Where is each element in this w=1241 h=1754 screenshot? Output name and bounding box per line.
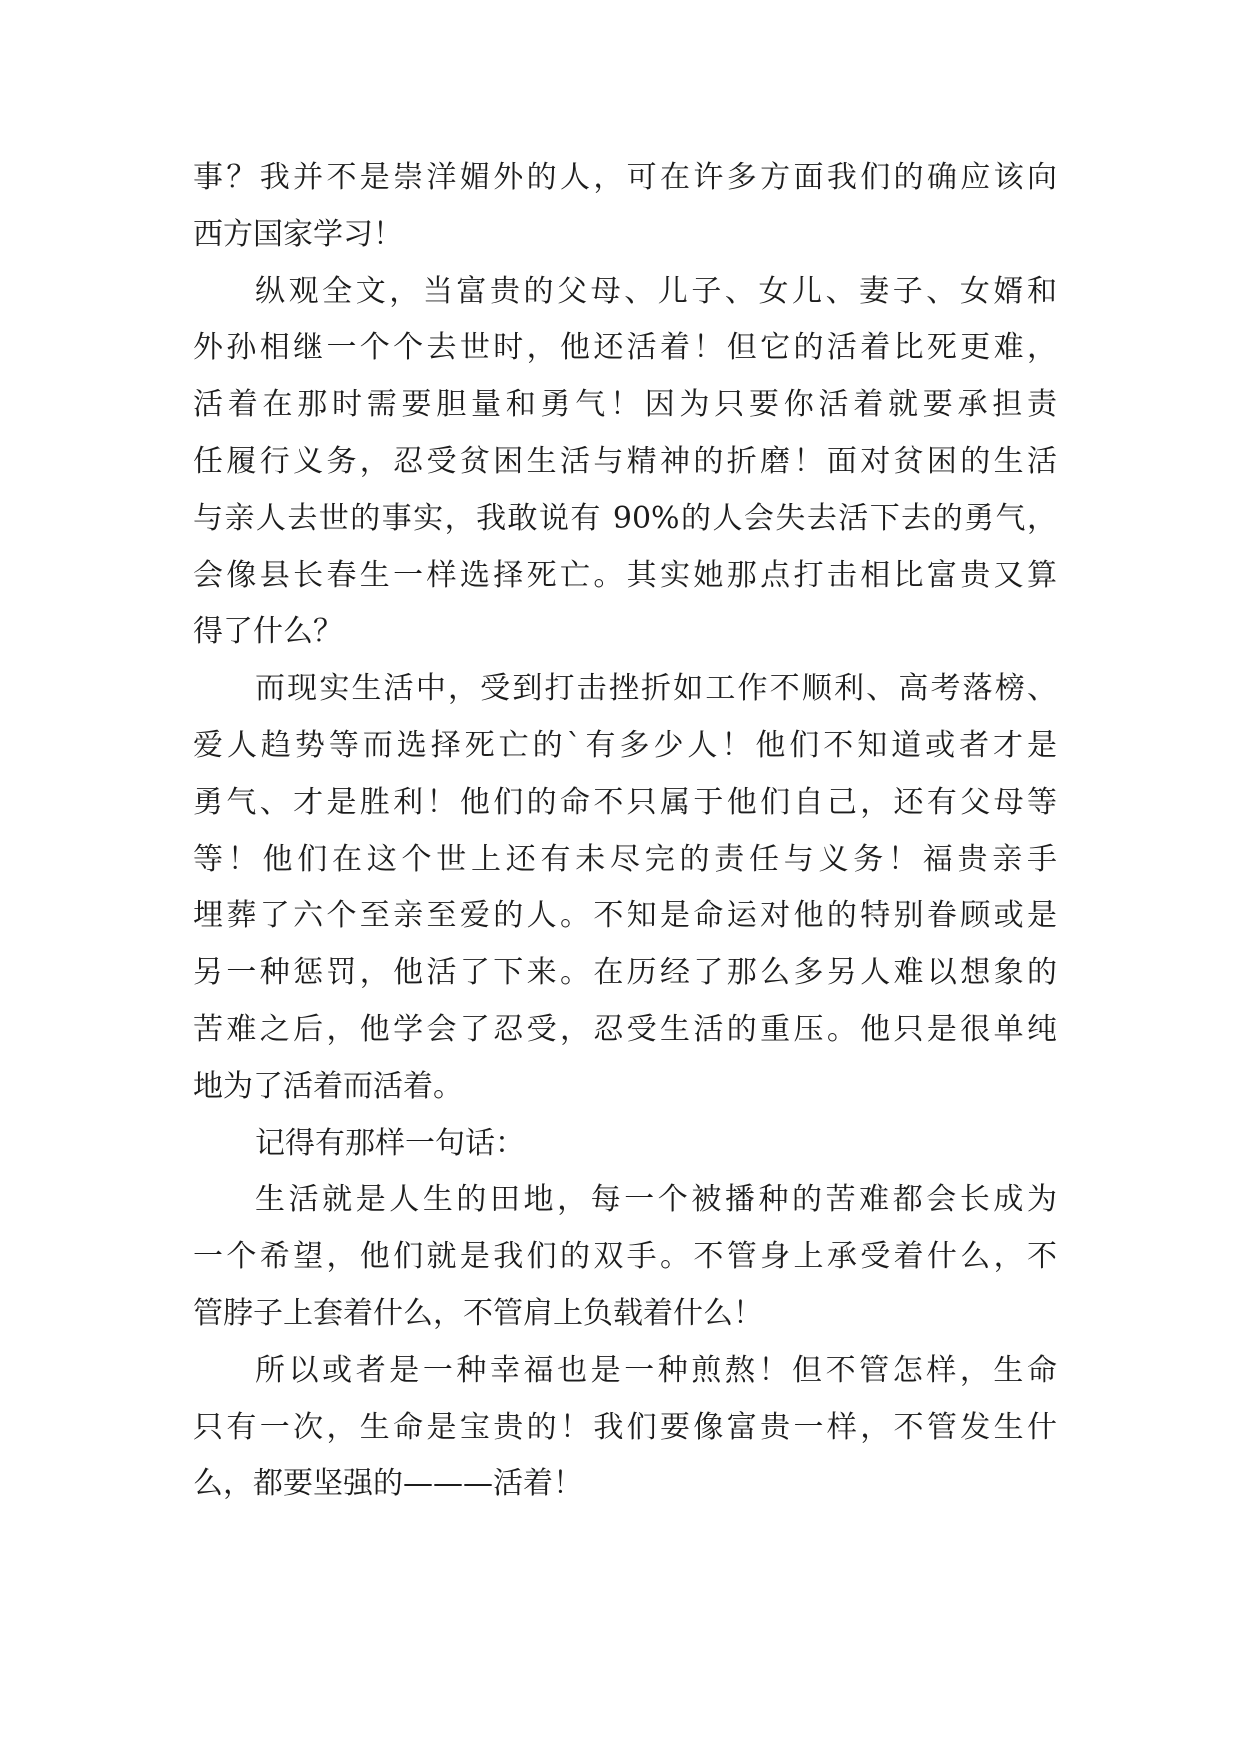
paragraph: [193, 1343, 1057, 1513]
text-line: 埋葬了六个至亲至爱的人。不知是命运对他的特别眷顾或是: [193, 898, 1057, 934]
text-line: 纵观全文，当富贵的父母、儿子、女儿、妻子、女婿和: [255, 273, 1057, 309]
paragraph: [193, 150, 1057, 264]
text-line: 记得有那样一句话：: [255, 1125, 525, 1161]
paragraph: [193, 1172, 1057, 1342]
text-line: 任履行义务，忍受贫困生活与精神的折磨！面对贫困的生活: [193, 443, 1057, 479]
paragraph: [193, 1116, 1057, 1173]
text-line: 地为了活着而活着。: [193, 1068, 463, 1104]
text-line: 得了什么？: [193, 614, 343, 650]
text-line: 外孙相继一个个去世时，他还活着！但它的活着比死更难，: [193, 330, 1057, 366]
text-line: 活着在那时需要胆量和勇气！因为只要你活着就要承担责: [193, 387, 1057, 423]
text-line: 勇气、才是胜利！他们的命不只属于他们自己，还有父母等: [193, 784, 1057, 820]
text-line: 生活就是人生的田地，每一个被播种的苦难都会长成为: [255, 1182, 1057, 1218]
text-line: 等！他们在这个世上还有未尽完的责任与义务！福贵亲手: [193, 841, 1057, 877]
text-line: 西方国家学习！: [193, 216, 403, 252]
text-line: 与亲人去世的事实，我敢说有 90%的人会失去活下去的勇气，: [193, 500, 1057, 536]
text-line: 而现实生活中，受到打击挫折如工作不顺利、高考落榜、: [255, 671, 1057, 707]
paragraph: [193, 661, 1057, 1115]
text-line: 管脖子上套着什么，不管肩上负载着什么！: [193, 1295, 763, 1331]
text-line: 苦难之后，他学会了忍受，忍受生活的重压。他只是很单纯: [193, 1011, 1057, 1047]
text-line: 所以或者是一种幸福也是一种煎熬！但不管怎样，生命: [255, 1352, 1057, 1388]
text-line: 事？我并不是崇洋媚外的人，可在许多方面我们的确应该向: [193, 160, 1057, 195]
text-line: 只有一次，生命是宝贵的！我们要像富贵一样，不管发生什: [193, 1409, 1057, 1445]
text-line: 另一种惩罚，他活了下来。在历经了那么多另人难以想象的: [193, 955, 1057, 991]
text-line: 会像县长春生一样选择死亡。其实她那点打击相比富贵又算: [193, 557, 1057, 593]
document-page: [193, 150, 1057, 1513]
text-line: 一个希望，他们就是我们的双手。不管身上承受着什么，不: [193, 1239, 1057, 1275]
paragraph: [193, 264, 1057, 662]
text-line: 么，都要坚强的———活着！: [193, 1466, 583, 1502]
text-line: 爱人趋势等而选择死亡的`有多少人！他们不知道或者才是: [193, 727, 1057, 763]
